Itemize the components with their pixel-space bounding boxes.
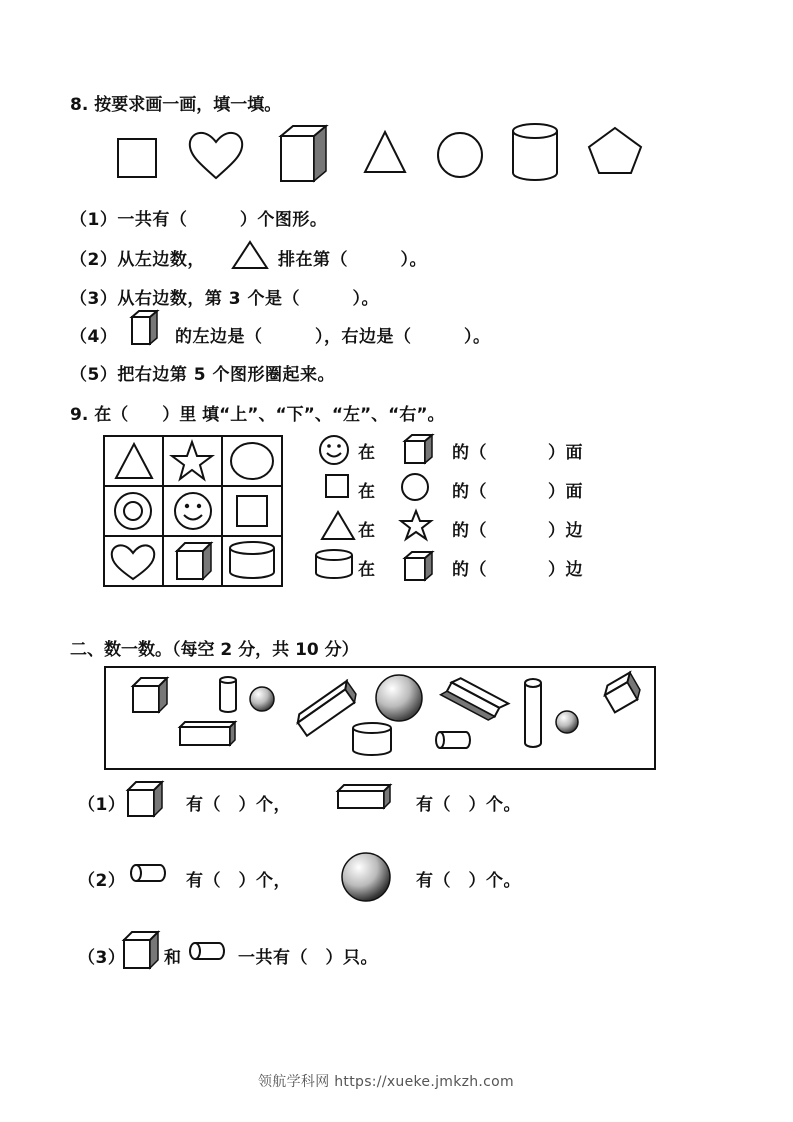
q9-s1-de: 的（	[452, 443, 487, 463]
s2-q3-and: 和	[164, 948, 182, 968]
square-icon	[324, 473, 354, 503]
cylinder-icon	[353, 723, 391, 755]
sphere-icon	[340, 850, 394, 904]
cube-icon	[130, 308, 160, 348]
circle-icon	[438, 133, 482, 177]
q8-item-1: （1）一共有（ ）个图形。	[70, 210, 328, 230]
sphere-icon	[556, 711, 578, 733]
square-icon	[237, 496, 267, 526]
smiley-icon	[318, 433, 352, 467]
section2-title: 二、数一数。（每空 2 分，共 10 分）	[70, 640, 359, 660]
q8-item-4: （4）	[70, 327, 118, 347]
q9-s2-zai: 在	[358, 482, 376, 502]
q9-s4-end: ）边	[548, 560, 583, 580]
circle-icon	[400, 471, 434, 505]
s2-q2-text-b: 有（ ）个。	[416, 871, 521, 891]
cube-icon	[133, 678, 167, 712]
triangle-icon	[365, 132, 405, 172]
q9-s3-de: 的（	[452, 521, 487, 541]
pentagon-icon	[589, 128, 641, 173]
q8-item-4-tail: 的左边是（ ），右边是（ ）。	[175, 327, 491, 347]
heart-icon	[112, 545, 155, 579]
cylinder-icon	[525, 679, 541, 747]
objects-box	[104, 665, 664, 775]
q9-grid	[100, 432, 290, 592]
cube-icon	[126, 780, 166, 820]
cylinder-icon	[128, 862, 172, 886]
q9-s3-end: ）边	[548, 521, 583, 541]
sphere-icon	[376, 675, 422, 721]
s2-q1-text-a: 有（ ）个，	[186, 795, 291, 815]
sphere-icon	[250, 687, 274, 711]
q9-s2-end: ）面	[548, 482, 583, 502]
q8-item-2: （2）从左边数，	[70, 250, 205, 270]
triangle-icon	[321, 509, 357, 543]
cuboid-icon	[180, 722, 235, 745]
ring-icon	[115, 493, 151, 529]
q9-title: 9. 在（ ）里 填“上”、“下”、“左”、“右”。	[70, 405, 445, 425]
square-icon	[118, 139, 156, 177]
star-icon	[400, 509, 434, 543]
q8-shape-row	[0, 120, 793, 200]
q9-s3-zai: 在	[358, 521, 376, 541]
s2-q3-label: （3）	[78, 948, 126, 968]
cuboid-icon	[441, 673, 509, 724]
triangle-icon	[116, 444, 152, 478]
q8-item-3: （3）从右边数，第 3 个是（ ）。	[70, 289, 379, 309]
cylinder-icon	[314, 549, 358, 581]
triangle-icon	[231, 240, 271, 270]
q9-s1-end: ）面	[548, 443, 583, 463]
q9-s2-blank[interactable]	[497, 477, 532, 502]
heart-icon	[190, 133, 242, 178]
cube-icon	[122, 930, 162, 970]
cuboid-icon	[294, 681, 359, 736]
cube-icon	[601, 673, 643, 713]
cube-icon	[281, 126, 326, 181]
cuboid-icon	[336, 783, 396, 813]
s2-q3-text: 一共有（ ）只。	[238, 948, 378, 968]
s2-q1-label: （1）	[78, 795, 126, 815]
q8-title: 8. 按要求画一画，填一填。	[70, 95, 282, 115]
cylinder-icon	[220, 677, 236, 712]
q9-s4-zai: 在	[358, 560, 376, 580]
ellipse-icon	[231, 443, 273, 479]
cylinder-icon	[187, 940, 231, 964]
q9-s3-blank[interactable]	[497, 516, 532, 541]
cube-icon	[403, 549, 437, 583]
q9-s4-blank[interactable]	[497, 555, 532, 580]
q8-item-5: （5）把右边第 5 个图形圈起来。	[70, 365, 335, 385]
q9-s1-zai: 在	[358, 443, 376, 463]
cylinder-icon	[513, 124, 557, 180]
q8-item-2-tail: 排在第（ ）。	[278, 250, 427, 270]
s2-q2-text-a: 有（ ）个，	[186, 871, 291, 891]
q9-s4-de: 的（	[452, 560, 487, 580]
footer-watermark: 领航学科网 https://xueke.jmkzh.com	[258, 1074, 514, 1090]
s2-q1-text-b: 有（ ）个。	[416, 795, 521, 815]
cube-icon	[403, 432, 437, 466]
cylinder-icon	[230, 542, 274, 578]
star-icon	[172, 442, 212, 479]
q9-s1-blank[interactable]	[497, 438, 532, 463]
s2-q2-label: （2）	[78, 871, 126, 891]
cylinder-icon	[436, 732, 470, 748]
cube-icon	[177, 543, 211, 579]
smiley-icon	[175, 493, 211, 529]
q9-s2-de: 的（	[452, 482, 487, 502]
